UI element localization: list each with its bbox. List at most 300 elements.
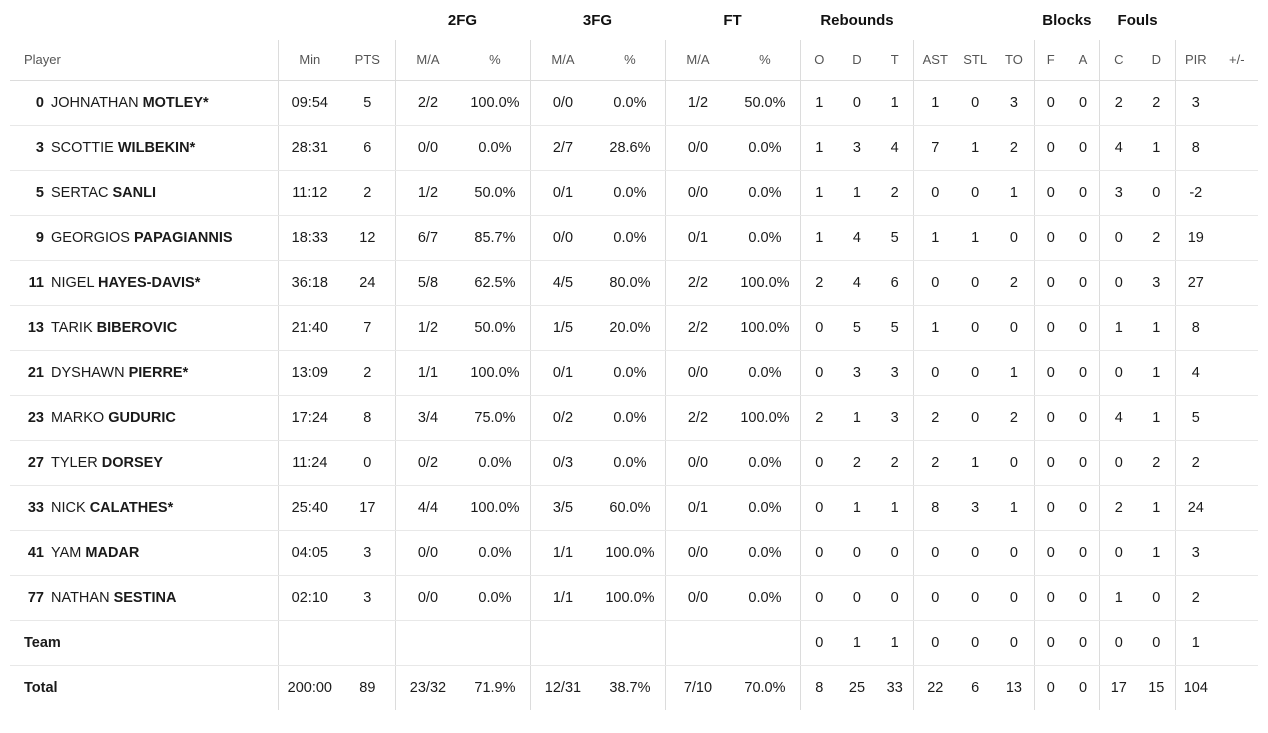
- player-last-name: WILBEKIN: [117, 139, 190, 156]
- stat-blocks-f: 0: [1034, 260, 1067, 305]
- stat-dreb: 1: [838, 170, 876, 215]
- player-name-cell[interactable]: [10, 440, 279, 485]
- table-row[interactable]: [10, 215, 1258, 260]
- stat-fouls-d: 1: [1138, 125, 1176, 170]
- stat-treb: 1: [876, 485, 914, 530]
- stat-stl: 0: [956, 80, 994, 125]
- player-name-cell[interactable]: [10, 215, 279, 260]
- stat-3fg-pct: 100.0%: [595, 575, 665, 620]
- stat-fouls-d: 0: [1138, 575, 1176, 620]
- column-header-dreb[interactable]: D: [838, 40, 876, 80]
- stat-plusminus: [1216, 170, 1258, 215]
- column-header-ast[interactable]: AST: [914, 40, 956, 80]
- player-name-cell[interactable]: [10, 530, 279, 575]
- stat-blocks-a: 0: [1067, 440, 1100, 485]
- column-header-blocks-a[interactable]: A: [1067, 40, 1100, 80]
- player-last-name: BIBEROVIC: [96, 319, 178, 336]
- stat-2fg-pct: 50.0%: [460, 170, 530, 215]
- column-header-2fg-pct[interactable]: %: [460, 40, 530, 80]
- stat-treb: 3: [876, 350, 914, 395]
- stat-plusminus: [1216, 485, 1258, 530]
- stat-ast: 0: [914, 350, 956, 395]
- table-header: [10, 0, 1258, 80]
- stat-2fg-ma: 4/4: [395, 485, 460, 530]
- player-name-cell[interactable]: [10, 260, 279, 305]
- stat-fouls-d: 2: [1138, 440, 1176, 485]
- player-last-name: DORSEY: [101, 454, 164, 471]
- stat-oreb: 0: [800, 350, 838, 395]
- stat-pir: 8: [1176, 305, 1216, 350]
- stat-pts: 0: [340, 440, 395, 485]
- column-header-row: [10, 40, 1258, 80]
- stat-to: 0: [994, 575, 1034, 620]
- stat-2fg-pct: 75.0%: [460, 395, 530, 440]
- total-stat-fouls-c: 17: [1100, 665, 1138, 710]
- player-name-cell[interactable]: [10, 80, 279, 125]
- stat-ft-pct: 100.0%: [730, 260, 800, 305]
- stat-to: 1: [994, 350, 1034, 395]
- stat-min: 11:12: [279, 170, 340, 215]
- stat-3fg-pct: 0.0%: [595, 395, 665, 440]
- stat-ft-ma: 2/2: [665, 305, 730, 350]
- column-header-to[interactable]: TO: [994, 40, 1034, 80]
- stat-ast: 0: [914, 260, 956, 305]
- player-name-cell[interactable]: [10, 170, 279, 215]
- stat-ft-pct: 0.0%: [730, 170, 800, 215]
- stat-plusminus: [1216, 350, 1258, 395]
- stat-oreb: 2: [800, 395, 838, 440]
- column-header-3fg-ma[interactable]: M/A: [530, 40, 595, 80]
- stat-2fg-ma: 0/2: [395, 440, 460, 485]
- table-row[interactable]: [10, 260, 1258, 305]
- table-row[interactable]: [10, 170, 1258, 215]
- stat-oreb: 0: [800, 305, 838, 350]
- team-stat-min: [279, 620, 340, 665]
- stat-pir: 4: [1176, 350, 1216, 395]
- stat-to: 0: [994, 530, 1034, 575]
- table-row[interactable]: [10, 575, 1258, 620]
- stat-pir: 5: [1176, 395, 1216, 440]
- stat-ft-ma: 0/0: [665, 350, 730, 395]
- player-first-name: TARIK: [51, 319, 93, 336]
- stat-3fg-pct: 0.0%: [595, 440, 665, 485]
- player-name-cell[interactable]: [10, 575, 279, 620]
- stat-plusminus: [1216, 215, 1258, 260]
- stat-to: 3: [994, 80, 1034, 125]
- stat-blocks-a: 0: [1067, 530, 1100, 575]
- stat-plusminus: [1216, 530, 1258, 575]
- stat-ast: 2: [914, 395, 956, 440]
- stat-3fg-pct: 60.0%: [595, 485, 665, 530]
- team-stat-stl: 0: [956, 620, 994, 665]
- stat-plusminus: [1216, 575, 1258, 620]
- total-stat-to: 13: [1005, 679, 1022, 696]
- stat-stl: 0: [956, 350, 994, 395]
- table-row[interactable]: [10, 305, 1258, 350]
- stat-plusminus: [1216, 305, 1258, 350]
- team-stat-blocks-f: 0: [1034, 620, 1067, 665]
- stat-stl: 1: [956, 215, 994, 260]
- stat-3fg-ma: 0/1: [530, 350, 595, 395]
- column-header-fouls-c[interactable]: C: [1100, 40, 1138, 80]
- table-row[interactable]: [10, 80, 1258, 125]
- total-stat-ft-ma: 7/10: [665, 665, 730, 710]
- stat-ast: 0: [914, 575, 956, 620]
- stat-treb: 5: [876, 305, 914, 350]
- total-stat-blocks-f: 0: [1034, 665, 1067, 710]
- stat-blocks-a: 0: [1067, 80, 1100, 125]
- stat-fouls-d: 1: [1138, 395, 1176, 440]
- team-stat-plusminus: [1216, 620, 1258, 665]
- player-first-name: YAM: [51, 544, 82, 561]
- stat-dreb: 5: [838, 305, 876, 350]
- stat-oreb: 1: [800, 170, 838, 215]
- stat-plusminus: [1216, 395, 1258, 440]
- stat-pir: -2: [1176, 170, 1216, 215]
- stat-2fg-pct: 0.0%: [460, 575, 530, 620]
- stat-blocks-f: 0: [1034, 575, 1067, 620]
- stat-fouls-c: 0: [1100, 260, 1138, 305]
- stat-ast: 0: [914, 170, 956, 215]
- stat-min: 17:24: [279, 395, 340, 440]
- stat-fouls-c: 4: [1100, 395, 1138, 440]
- stat-pts: 3: [340, 530, 395, 575]
- column-header-pts[interactable]: PTS: [340, 40, 395, 80]
- group-header-row: [10, 0, 1258, 40]
- stat-ft-ma: 0/0: [665, 575, 730, 620]
- team-stat-dreb: 1: [838, 620, 876, 665]
- group-header-fouls: Fouls: [1117, 11, 1158, 29]
- column-header-fouls-d[interactable]: D: [1138, 40, 1176, 80]
- stat-3fg-pct: 0.0%: [595, 350, 665, 395]
- stat-plusminus: [1216, 440, 1258, 485]
- total-stat-min: 200:00: [279, 665, 340, 710]
- player-last-name: PAPAGIANNIS: [134, 229, 233, 246]
- table-row[interactable]: [10, 350, 1258, 395]
- stat-ft-pct: 0.0%: [730, 485, 800, 530]
- stat-to: 0: [994, 305, 1034, 350]
- stat-dreb: 0: [838, 80, 876, 125]
- stat-pts: 12: [340, 215, 395, 260]
- stat-2fg-pct: 100.0%: [460, 80, 530, 125]
- stat-pts: 6: [340, 125, 395, 170]
- player-last-name: PIERRE: [128, 364, 183, 381]
- stat-ft-ma: 0/0: [665, 170, 730, 215]
- stat-2fg-pct: 100.0%: [460, 485, 530, 530]
- stat-2fg-pct: 85.7%: [460, 215, 530, 260]
- stat-treb: 2: [876, 170, 914, 215]
- stat-fouls-c: 0: [1100, 440, 1138, 485]
- group-header-blocks: Blocks: [1042, 11, 1092, 29]
- jersey-number: 11: [28, 274, 44, 291]
- stat-pts: 8: [340, 395, 395, 440]
- stat-blocks-a: 0: [1067, 170, 1100, 215]
- stat-ft-ma: 2/2: [665, 395, 730, 440]
- group-header-3fg: 3FG: [582, 11, 613, 29]
- stat-blocks-a: 0: [1067, 350, 1100, 395]
- group-header-blank-2: [914, 0, 1034, 40]
- stat-min: 11:24: [279, 440, 340, 485]
- player-first-name: MARKO: [51, 409, 105, 426]
- jersey-number: 41: [27, 544, 44, 561]
- starter-marker-icon: *: [203, 94, 209, 111]
- jersey-number: 23: [27, 409, 44, 426]
- stat-fouls-c: 4: [1100, 125, 1138, 170]
- player-last-name: HAYES-DAVIS: [98, 274, 195, 291]
- player-name-cell[interactable]: [10, 305, 279, 350]
- total-stat-3fg-ma: 12/31: [530, 665, 595, 710]
- stat-treb: 0: [876, 575, 914, 620]
- team-stat-ft-ma: [665, 620, 730, 665]
- player-last-name: MOTLEY: [142, 94, 203, 111]
- stat-to: 0: [994, 440, 1034, 485]
- stat-ft-ma: 1/2: [665, 80, 730, 125]
- stat-min: 09:54: [279, 80, 340, 125]
- stat-to: 2: [994, 125, 1034, 170]
- total-stat-ast: 22: [914, 665, 956, 710]
- column-header-blocks-f[interactable]: F: [1034, 40, 1067, 80]
- stat-fouls-c: 3: [1100, 170, 1138, 215]
- stat-to: 0: [994, 215, 1034, 260]
- stat-2fg-pct: 62.5%: [460, 260, 530, 305]
- stat-pir: 2: [1176, 575, 1216, 620]
- total-stat-fouls-d: 15: [1148, 679, 1165, 696]
- stat-dreb: 1: [838, 485, 876, 530]
- player-first-name: SERTAC: [51, 184, 109, 201]
- player-last-name: GUDURIC: [108, 409, 176, 426]
- stat-stl: 0: [956, 395, 994, 440]
- stat-dreb: 4: [838, 260, 876, 305]
- stat-to: 2: [994, 260, 1034, 305]
- stat-to: 1: [994, 485, 1034, 530]
- stat-plusminus: [1216, 260, 1258, 305]
- column-header-2fg-ma[interactable]: M/A: [395, 40, 460, 80]
- stat-3fg-pct: 28.6%: [595, 125, 665, 170]
- jersey-number: 33: [27, 499, 44, 516]
- table-row[interactable]: [10, 395, 1258, 440]
- stat-ft-ma: 0/1: [665, 485, 730, 530]
- stat-min: 28:31: [279, 125, 340, 170]
- stat-treb: 6: [876, 260, 914, 305]
- stat-3fg-ma: 0/3: [530, 440, 595, 485]
- stat-ast: 8: [914, 485, 956, 530]
- stat-blocks-f: 0: [1034, 440, 1067, 485]
- stat-fouls-c: 2: [1100, 80, 1138, 125]
- team-stat-2fg-pct: [460, 620, 530, 665]
- stat-min: 25:40: [279, 485, 340, 530]
- stat-blocks-f: 0: [1034, 530, 1067, 575]
- player-last-name: SANLI: [112, 184, 157, 201]
- stat-3fg-ma: 0/0: [530, 215, 595, 260]
- stat-pts: 3: [340, 575, 395, 620]
- stat-to: 1: [994, 170, 1034, 215]
- stat-pts: 24: [340, 260, 395, 305]
- team-stat-blocks-a: 0: [1067, 620, 1100, 665]
- total-stat-2fg-pct: 71.9%: [474, 679, 516, 696]
- stat-stl: 0: [956, 170, 994, 215]
- stat-2fg-pct: 0.0%: [460, 530, 530, 575]
- stat-min: 36:18: [279, 260, 340, 305]
- player-first-name: NIGEL: [51, 274, 94, 291]
- jersey-number: 5: [35, 184, 44, 201]
- table-row[interactable]: [10, 125, 1258, 170]
- column-header-ft-ma[interactable]: M/A: [665, 40, 730, 80]
- column-header-3fg-pct[interactable]: %: [595, 40, 665, 80]
- stat-2fg-ma: 1/2: [395, 305, 460, 350]
- stat-pts: 17: [340, 485, 395, 530]
- stat-2fg-ma: 0/0: [395, 530, 460, 575]
- stat-ast: 1: [914, 305, 956, 350]
- stat-2fg-ma: 3/4: [395, 395, 460, 440]
- stat-pir: 19: [1176, 215, 1216, 260]
- group-header-blank-3: [1176, 0, 1258, 40]
- stat-ft-ma: 2/2: [665, 260, 730, 305]
- stat-oreb: 0: [800, 440, 838, 485]
- stat-pts: 5: [340, 80, 395, 125]
- stat-fouls-d: 1: [1138, 305, 1176, 350]
- player-name-cell[interactable]: [10, 485, 279, 530]
- team-stat-fouls-c: 0: [1100, 620, 1138, 665]
- player-first-name: SCOTTIE: [51, 139, 114, 156]
- player-last-name: MADAR: [85, 544, 140, 561]
- table-row[interactable]: [10, 485, 1258, 530]
- team-stat-3fg-pct: [595, 620, 665, 665]
- stat-treb: 1: [876, 80, 914, 125]
- stat-3fg-ma: 4/5: [530, 260, 595, 305]
- stat-stl: 0: [956, 575, 994, 620]
- stat-blocks-f: 0: [1034, 170, 1067, 215]
- stat-ast: 1: [914, 80, 956, 125]
- table-row[interactable]: [10, 440, 1258, 485]
- stat-ft-pct: 0.0%: [730, 440, 800, 485]
- total-stat-pir: 104: [1176, 665, 1216, 710]
- stat-ft-pct: 50.0%: [730, 80, 800, 125]
- stat-blocks-a: 0: [1067, 575, 1100, 620]
- stat-fouls-d: 1: [1138, 350, 1176, 395]
- column-header-stl[interactable]: STL: [956, 40, 994, 80]
- stat-blocks-a: 0: [1067, 260, 1100, 305]
- stat-3fg-ma: 3/5: [530, 485, 595, 530]
- stat-oreb: 1: [800, 80, 838, 125]
- stat-fouls-d: 3: [1138, 260, 1176, 305]
- stat-stl: 3: [956, 485, 994, 530]
- stat-treb: 3: [876, 395, 914, 440]
- player-name-cell[interactable]: [10, 350, 279, 395]
- stat-ft-pct: 0.0%: [730, 125, 800, 170]
- stat-pir: 2: [1176, 440, 1216, 485]
- stat-ft-pct: 100.0%: [730, 395, 800, 440]
- stat-fouls-c: 0: [1100, 215, 1138, 260]
- total-stat-blocks-a: 0: [1078, 679, 1088, 696]
- stat-3fg-pct: 0.0%: [595, 215, 665, 260]
- team-stat-oreb: 0: [800, 620, 838, 665]
- column-header-ft-pct[interactable]: %: [730, 40, 800, 80]
- team-stat-2fg-ma: [395, 620, 460, 665]
- total-stat-plusminus: [1216, 665, 1258, 710]
- stat-pts: 7: [340, 305, 395, 350]
- stat-dreb: 4: [838, 215, 876, 260]
- team-stat-3fg-ma: [530, 620, 595, 665]
- column-header-pir[interactable]: PIR: [1176, 40, 1216, 80]
- stat-ft-pct: 0.0%: [730, 530, 800, 575]
- stat-oreb: 1: [800, 125, 838, 170]
- stat-fouls-d: 2: [1138, 215, 1176, 260]
- stat-3fg-ma: 1/1: [530, 575, 595, 620]
- stat-min: 04:05: [279, 530, 340, 575]
- stat-2fg-pct: 0.0%: [460, 440, 530, 485]
- stat-blocks-f: 0: [1034, 350, 1067, 395]
- group-header-2fg: 2FG: [447, 11, 478, 29]
- stat-3fg-pct: 80.0%: [595, 260, 665, 305]
- stat-2fg-ma: 1/2: [395, 170, 460, 215]
- total-stat-oreb: 8: [800, 665, 838, 710]
- starter-marker-icon: *: [167, 499, 174, 516]
- total-stat-dreb: 25: [848, 679, 866, 696]
- stat-fouls-c: 1: [1100, 305, 1138, 350]
- total-stat-pts: 89: [359, 679, 376, 696]
- total-stat-2fg-ma: 23/32: [395, 665, 460, 710]
- stat-ast: 2: [914, 440, 956, 485]
- player-last-name: SESTINA: [113, 589, 177, 606]
- group-header-rebounds: Rebounds: [820, 11, 894, 29]
- stat-pir: 3: [1176, 530, 1216, 575]
- player-first-name: NICK: [51, 499, 86, 516]
- stat-fouls-d: 1: [1138, 485, 1176, 530]
- stat-ast: 1: [914, 215, 956, 260]
- stat-pir: 27: [1176, 260, 1216, 305]
- table-row[interactable]: [10, 530, 1258, 575]
- player-name-cell[interactable]: [10, 125, 279, 170]
- stat-2fg-pct: 50.0%: [460, 305, 530, 350]
- team-stat-ft-pct: [730, 620, 800, 665]
- column-header-treb[interactable]: T: [876, 40, 914, 80]
- stat-blocks-f: 0: [1034, 305, 1067, 350]
- stat-oreb: 0: [800, 575, 838, 620]
- stat-ft-pct: 0.0%: [730, 350, 800, 395]
- column-header-oreb[interactable]: O: [800, 40, 838, 80]
- stat-ft-ma: 0/0: [665, 125, 730, 170]
- team-stat-fouls-d: 0: [1138, 620, 1176, 665]
- stat-blocks-f: 0: [1034, 215, 1067, 260]
- player-first-name: DYSHAWN: [51, 364, 125, 381]
- column-header-player[interactable]: Player: [10, 40, 279, 80]
- column-header-plusminus[interactable]: +/-: [1216, 40, 1258, 80]
- team-stat-pts: [340, 620, 395, 665]
- stat-3fg-ma: 0/0: [530, 80, 595, 125]
- stat-ft-pct: 0.0%: [730, 215, 800, 260]
- stat-blocks-a: 0: [1067, 305, 1100, 350]
- stat-stl: 0: [956, 305, 994, 350]
- stat-dreb: 0: [838, 530, 876, 575]
- stat-pts: 2: [340, 350, 395, 395]
- stat-to: 2: [994, 395, 1034, 440]
- stat-3fg-pct: 100.0%: [595, 530, 665, 575]
- stat-dreb: 1: [838, 395, 876, 440]
- stat-pir: 3: [1176, 80, 1216, 125]
- team-stat-pir: 1: [1176, 620, 1216, 665]
- stat-min: 21:40: [279, 305, 340, 350]
- stat-ast: 7: [914, 125, 956, 170]
- stat-2fg-ma: 0/0: [395, 125, 460, 170]
- group-header-blank-1: [10, 0, 395, 40]
- stat-treb: 0: [876, 530, 914, 575]
- column-header-min[interactable]: Min: [279, 40, 340, 80]
- player-name-cell[interactable]: [10, 395, 279, 440]
- stat-2fg-ma: 6/7: [395, 215, 460, 260]
- total-stat-stl: 6: [971, 679, 980, 696]
- stat-ast: 0: [914, 530, 956, 575]
- stat-pts: 2: [340, 170, 395, 215]
